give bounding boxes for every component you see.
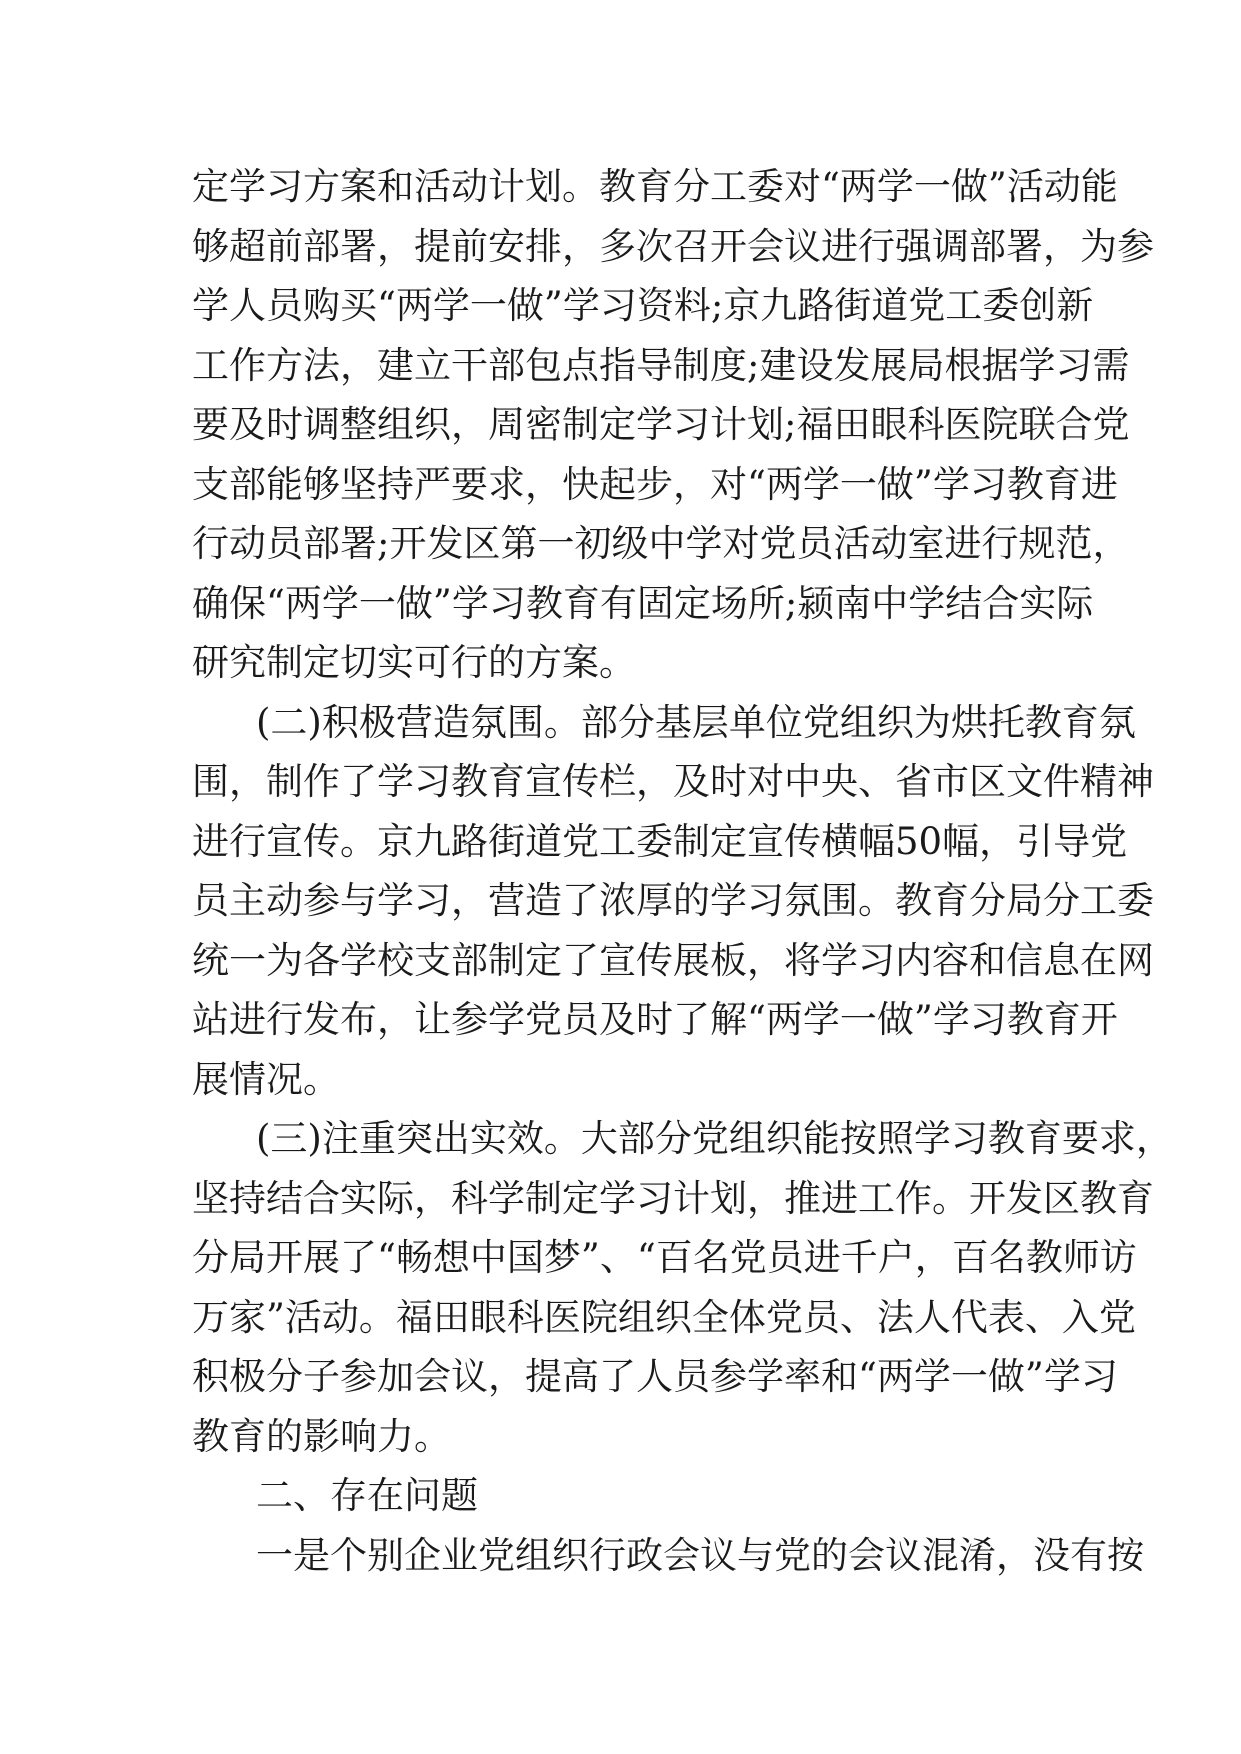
section-title: 二、存在问题	[256, 1474, 478, 1517]
text-line: 要及时调整组织，周密制定学习计划;福田眼科医院联合党	[192, 403, 1130, 446]
text-line: 站进行发布，让参学党员及时了解“两学一做”学习教育开	[192, 998, 1118, 1041]
text-line: 展情况。	[192, 1057, 340, 1101]
section-heading-line: (二)积极营造氛围。部分基层单位党组织为烘托教育氛	[256, 700, 1136, 744]
text-line: 定学习方案和活动计划。教育分工委对“两学一做”活动能	[192, 165, 1118, 208]
text-line: 工作方法，建立干部包点指导制度;建设发展局根据学习需	[192, 343, 1130, 387]
text-line: 坚持结合实际，科学制定学习计划，推进工作。开发区教育	[192, 1176, 1154, 1220]
text-line: 一是个别企业党组织行政会议与党的会议混淆，没有按	[256, 1533, 1144, 1577]
section-heading-line: (三)注重突出实效。大部分党组织能按照学习教育要求，	[256, 1117, 1173, 1160]
text-line: 够超前部署，提前安排，多次召开会议进行强调部署，为参	[192, 224, 1154, 268]
text-line: 积极分子参加会议，提高了人员参学率和“两学一做”学习	[192, 1355, 1118, 1398]
text-line: 分局开展了“畅想中国梦”、“百名党员进千户，百名教师访	[192, 1236, 1137, 1279]
text-line: 围，制作了学习教育宣传栏，及时对中央、省市区文件精神	[192, 760, 1154, 803]
text-line: 确保“两学一做”学习教育有固定场所;颍南中学结合实际	[192, 581, 1094, 625]
document-body	[192, 157, 1173, 1585]
text-line: 万家”活动。福田眼科医院组织全体党员、法人代表、入党	[192, 1295, 1136, 1339]
text-line: 进行宣传。京九路街道党工委制定宣传横幅50幅，引导党	[192, 819, 1128, 863]
text-line: 教育的影响力。	[192, 1414, 451, 1458]
text-line: 员主动参与学习，营造了浓厚的学习氛围。教育分局分工委	[192, 879, 1154, 922]
text-line: 支部能够坚持严要求，快起步，对“两学一做”学习教育进	[192, 462, 1118, 506]
text-line: 研究制定切实可行的方案。	[192, 641, 636, 684]
text-line: 行动员部署;开发区第一初级中学对党员活动室进行规范，	[192, 522, 1130, 565]
text-line: 统一为各学校支部制定了宣传展板，将学习内容和信息在网	[192, 938, 1154, 982]
text-line: 学人员购买“两学一做”学习资料;京九路街道党工委创新	[192, 284, 1094, 327]
